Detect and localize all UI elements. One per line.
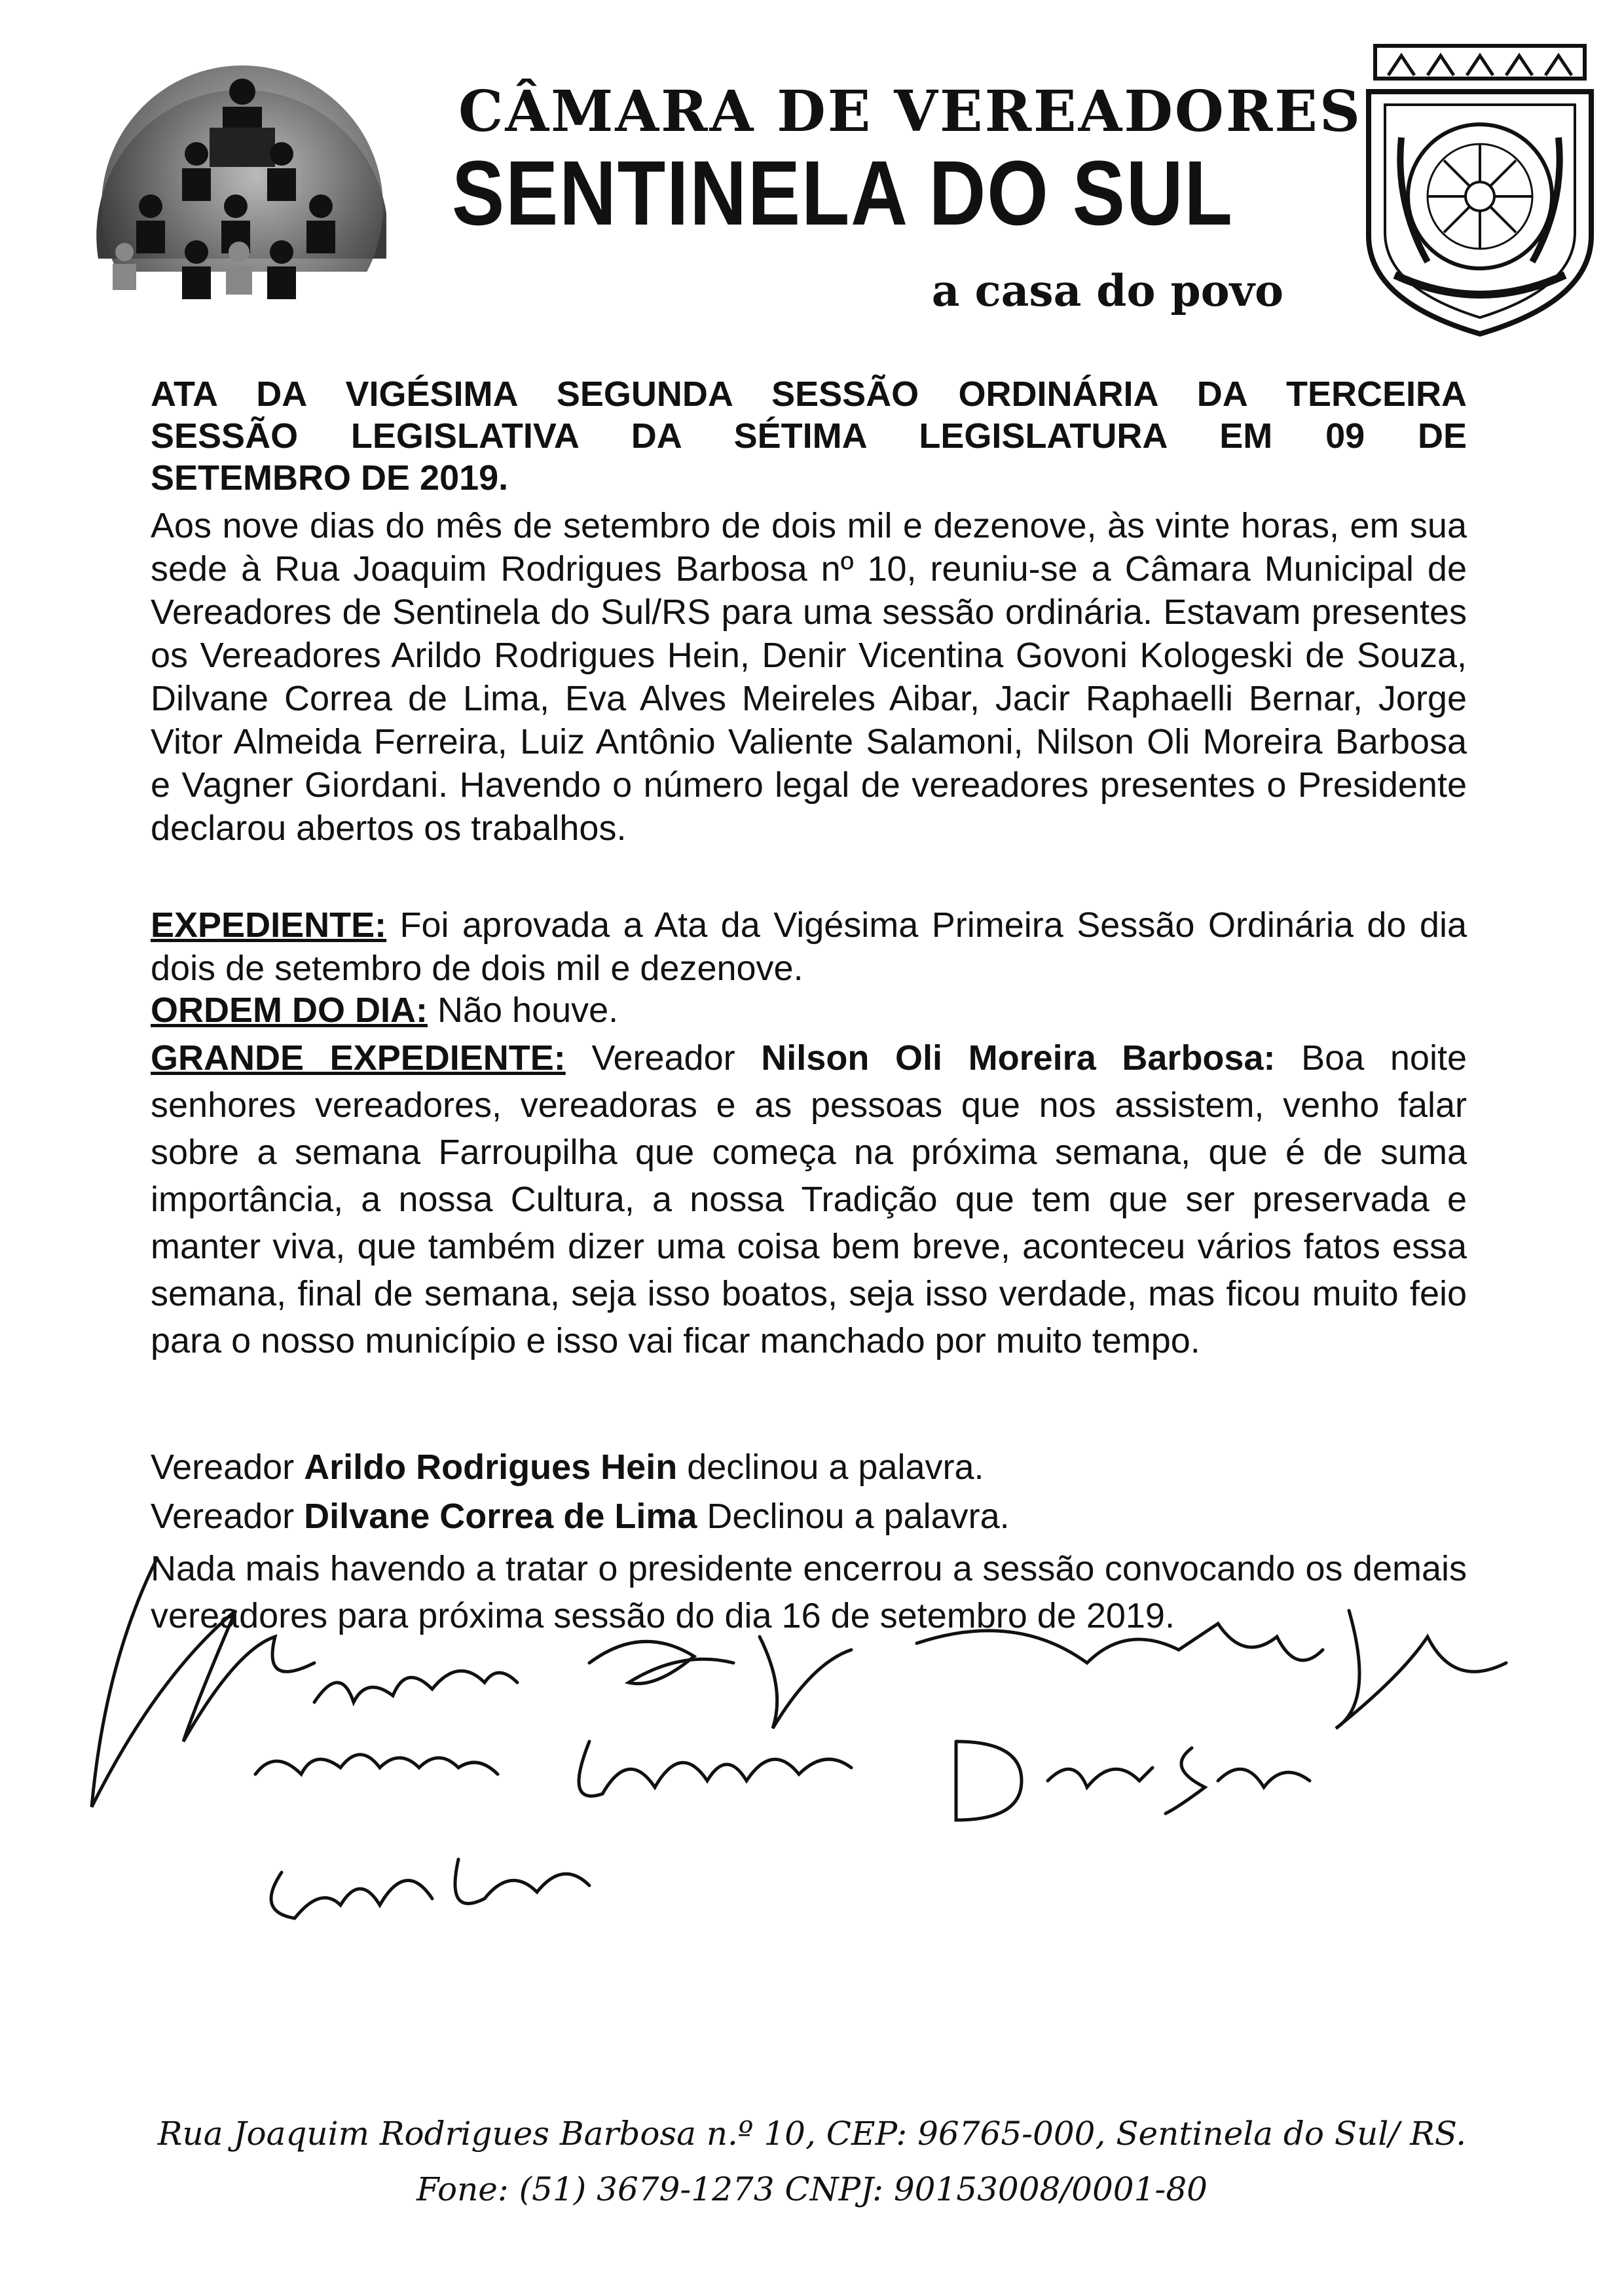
municipality-name: SENTINELA DO SUL xyxy=(452,141,1234,244)
arildo-text: declinou a palavra. xyxy=(677,1448,984,1487)
title-line-1: ATA DA VIGÉSIMA SEGUNDA SESSÃO ORDINÁRIA DA TERCEIRA xyxy=(151,374,1467,414)
dilvane-name: Dilvane Correa de Lima xyxy=(304,1497,697,1536)
grande-speaker: Nilson Oli Moreira Barbosa: xyxy=(761,1038,1276,1078)
expediente-text: Foi aprovada a Ata da Vigésima Primeira Sessão Ordinária do dia dois de setembro de dois mil e dezenove. xyxy=(151,905,1467,988)
grande-label: GRANDE EXPEDIENTE: xyxy=(151,1038,566,1078)
ordem-do-dia-section xyxy=(151,989,1467,1032)
handwritten-signatures xyxy=(65,1532,1572,1951)
closing-paragraph: Nada mais havendo a tratar o presidente encerrou a sessão convocando os demais vereadores para próxima sessão do dia 16 de setembro de 2019. xyxy=(151,1549,1467,1635)
chamber-logo-icon xyxy=(85,56,399,318)
footer-address: Rua Joaquim Rodrigues Barbosa n.º 10, CEP: 96765-000, Sentinela do Sul/ RS. xyxy=(157,2115,1467,2153)
grande-prefix: Vereador xyxy=(565,1038,762,1078)
ordem-label: ORDEM DO DIA: xyxy=(151,991,428,1030)
title-line-2: SESSÃO LEGISLATIVA DA SÉTIMA LEGISLATURA EM 09 DE xyxy=(151,416,1467,456)
slogan: a casa do povo xyxy=(931,265,1283,316)
ordem-text: Não houve. xyxy=(427,991,619,1030)
arildo-statement xyxy=(151,1447,984,1487)
signature-8 xyxy=(956,1741,1310,1820)
signature-1 xyxy=(92,1558,314,1807)
grande-expediente-section xyxy=(151,1034,1467,1364)
minutes-title xyxy=(151,373,1467,499)
signature-7 xyxy=(579,1741,851,1796)
signature-9 xyxy=(271,1859,589,1918)
signature-3 xyxy=(589,1637,851,1728)
arildo-name: Arildo Rodrigues Hein xyxy=(304,1448,678,1487)
municipal-crest-icon xyxy=(1356,39,1604,340)
expediente-section xyxy=(151,903,1467,990)
signature-5 xyxy=(1336,1611,1506,1728)
signature-2 xyxy=(314,1671,517,1702)
signature-4 xyxy=(917,1624,1323,1663)
grande-text: Boa noite senhores vereadores, vereadoras e as pessoas que nos assistem, venho falar sobre a semana Farroupilha que começa na próxima semana, que é de suma importância, a nossa Cultura, a nossa Tradição que tem que ser preservada e manter viva, que também dizer uma coisa bem breve, aconteceu vários fatos essa semana, final de semana, seja isso boatos, seja isso verdade, mas ficou muito feio para o nosso município e isso vai ficar manchado por muito tempo. xyxy=(151,1038,1467,1360)
dilvane-text: Declinou a palavra. xyxy=(697,1497,1010,1536)
dilvane-statement xyxy=(151,1496,1010,1537)
chamber-name: CÂMARA DE VEREADORES xyxy=(458,79,1362,145)
expediente-label: EXPEDIENTE: xyxy=(151,905,387,945)
opening-paragraph: Aos nove dias do mês de setembro de dois mil e dezenove, às vinte horas, em sua sede à Rua Joaquim Rodrigues Barbosa nº 10, reuniu-se a Câmara Municipal de Vereadores de Sentinela do Sul/RS para uma sessão ordinária. Estavam presentes os Vereadores Arildo Rodrigues Hein, Denir Vicentina Govoni Kologeski de Souza, Dilvane Correa de Lima, Eva Alves Meireles Aibar, Jacir Raphaelli Bernar, Jorge Vitor Almeida Ferreira, Luiz Antônio Valiente Salamoni, Nilson Oli Moreira Barbosa e Vagner Giordani. Havendo o número legal de vereadores presentes o Presidente declarou abertos os trabalhos. xyxy=(151,506,1467,848)
title-line-3: SETEMBRO DE 2019. xyxy=(151,458,509,498)
footer-contact: Fone: (51) 3679-1273 CNPJ: 90153008/0001-80 xyxy=(416,2170,1208,2208)
signature-6 xyxy=(255,1755,498,1774)
dilvane-prefix: Vereador xyxy=(151,1497,304,1536)
arildo-prefix: Vereador xyxy=(151,1448,304,1487)
